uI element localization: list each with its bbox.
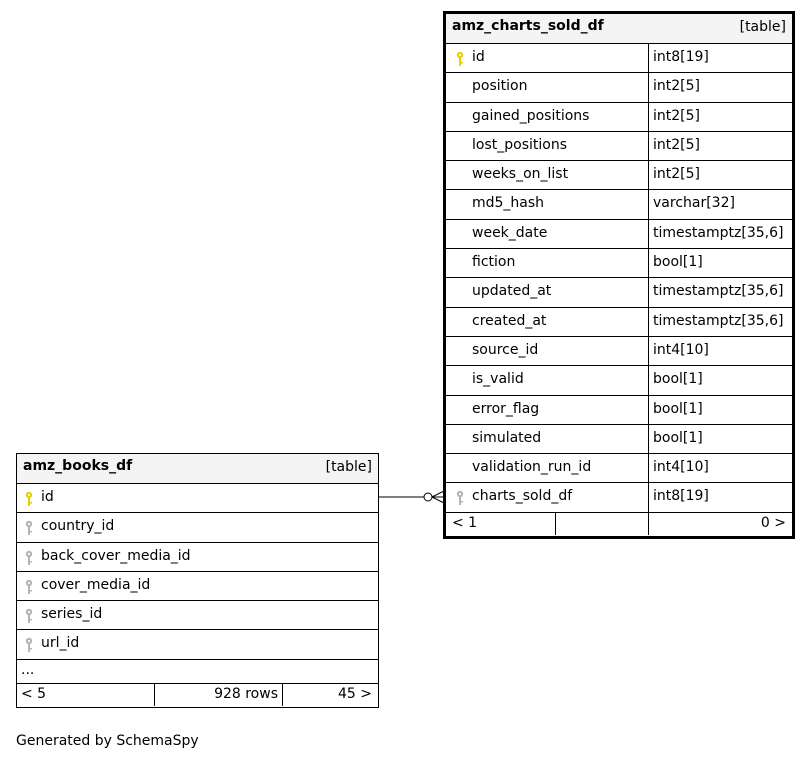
- table-row: [446, 278, 792, 307]
- column-name: fiction: [472, 254, 516, 271]
- table-row: [17, 513, 378, 542]
- table-row: [17, 543, 378, 572]
- table-row: [446, 425, 792, 454]
- table-type-label: [table]: [325, 459, 372, 475]
- ellipsis-row: [17, 660, 378, 684]
- table-row: [446, 220, 792, 249]
- footer-right: 45 >: [338, 685, 372, 702]
- edge-optional-circle: [424, 493, 432, 501]
- column-type: timestamptz[35,6]: [648, 220, 792, 248]
- column-name: back_cover_media_id: [41, 547, 191, 564]
- table-row: [446, 454, 792, 483]
- table-row: [17, 601, 378, 630]
- table-row: [446, 103, 792, 132]
- footer-middle: 928 rows: [154, 684, 283, 706]
- table-amz-charts-sold-df[interactable]: [443, 11, 795, 539]
- table-header: [17, 454, 378, 484]
- column-name: error_flag: [472, 400, 540, 417]
- primary-key-icon: [25, 491, 33, 507]
- column-type: varchar[32]: [648, 190, 792, 218]
- column-type: bool[1]: [648, 366, 792, 394]
- footer-left: < 1: [452, 514, 478, 531]
- column-type: int2[5]: [648, 132, 792, 160]
- table-footer: [446, 513, 792, 535]
- column-type: int4[10]: [648, 337, 792, 365]
- column-name: lost_positions: [472, 136, 567, 153]
- generated-by-credit: Generated by SchemaSpy: [16, 733, 199, 749]
- foreign-key-icon: [25, 579, 33, 595]
- table-row: [446, 73, 792, 102]
- column-type: timestamptz[35,6]: [648, 308, 792, 336]
- table-row: [446, 132, 792, 161]
- column-name: md5_hash: [472, 195, 545, 212]
- foreign-key-icon: [456, 490, 464, 506]
- table-name: amz_charts_sold_df: [452, 18, 604, 34]
- column-list: [446, 44, 792, 513]
- column-name: id: [472, 49, 485, 65]
- table-row: [446, 249, 792, 278]
- column-name: validation_run_id: [472, 459, 592, 476]
- table-amz-books-df[interactable]: [16, 453, 379, 708]
- column-name: url_id: [41, 635, 80, 652]
- table-row: [446, 308, 792, 337]
- column-name: source_id: [472, 341, 539, 358]
- column-name: charts_sold_df: [472, 488, 573, 505]
- table-footer: [17, 684, 378, 706]
- column-name: series_id: [41, 606, 103, 623]
- column-name: cover_media_id: [41, 576, 151, 593]
- column-name: updated_at: [472, 283, 552, 300]
- footer-right: 0 >: [760, 514, 786, 531]
- column-name: simulated: [472, 429, 542, 446]
- table-row: [446, 483, 792, 512]
- column-name: is_valid: [472, 371, 524, 388]
- table-row: [17, 572, 378, 601]
- table-row: [17, 484, 378, 513]
- column-type: int2[5]: [648, 161, 792, 189]
- column-name: weeks_on_list: [472, 166, 569, 183]
- foreign-key-icon: [25, 608, 33, 624]
- table-row: [446, 161, 792, 190]
- table-row: [446, 366, 792, 395]
- column-type: int2[5]: [648, 73, 792, 101]
- foreign-key-icon: [25, 637, 33, 653]
- column-type: bool[1]: [648, 249, 792, 277]
- table-name: amz_books_df: [23, 458, 133, 474]
- table-row: [446, 396, 792, 425]
- table-row: [446, 44, 792, 73]
- column-type: bool[1]: [648, 425, 792, 453]
- column-name: country_id: [41, 518, 115, 535]
- column-name: week_date: [472, 224, 548, 241]
- column-type: int4[10]: [648, 454, 792, 482]
- ellipsis: ...: [21, 661, 35, 678]
- column-list: [17, 484, 378, 660]
- column-type: int8[19]: [648, 44, 792, 72]
- table-row: [446, 190, 792, 219]
- table-type-label: [table]: [739, 19, 786, 35]
- footer-left: < 5: [21, 685, 47, 702]
- column-type: timestamptz[35,6]: [648, 278, 792, 306]
- column-type: bool[1]: [648, 396, 792, 424]
- footer-middle: [555, 513, 649, 535]
- column-name: id: [41, 489, 54, 505]
- column-type: int2[5]: [648, 103, 792, 131]
- primary-key-icon: [456, 51, 464, 67]
- table-header: [446, 14, 792, 44]
- column-name: created_at: [472, 312, 547, 329]
- column-name: position: [472, 78, 528, 95]
- column-name: gained_positions: [472, 107, 590, 124]
- table-row: [17, 630, 378, 659]
- foreign-key-icon: [25, 550, 33, 566]
- column-type: int8[19]: [648, 483, 792, 511]
- table-row: [446, 337, 792, 366]
- foreign-key-icon: [25, 520, 33, 536]
